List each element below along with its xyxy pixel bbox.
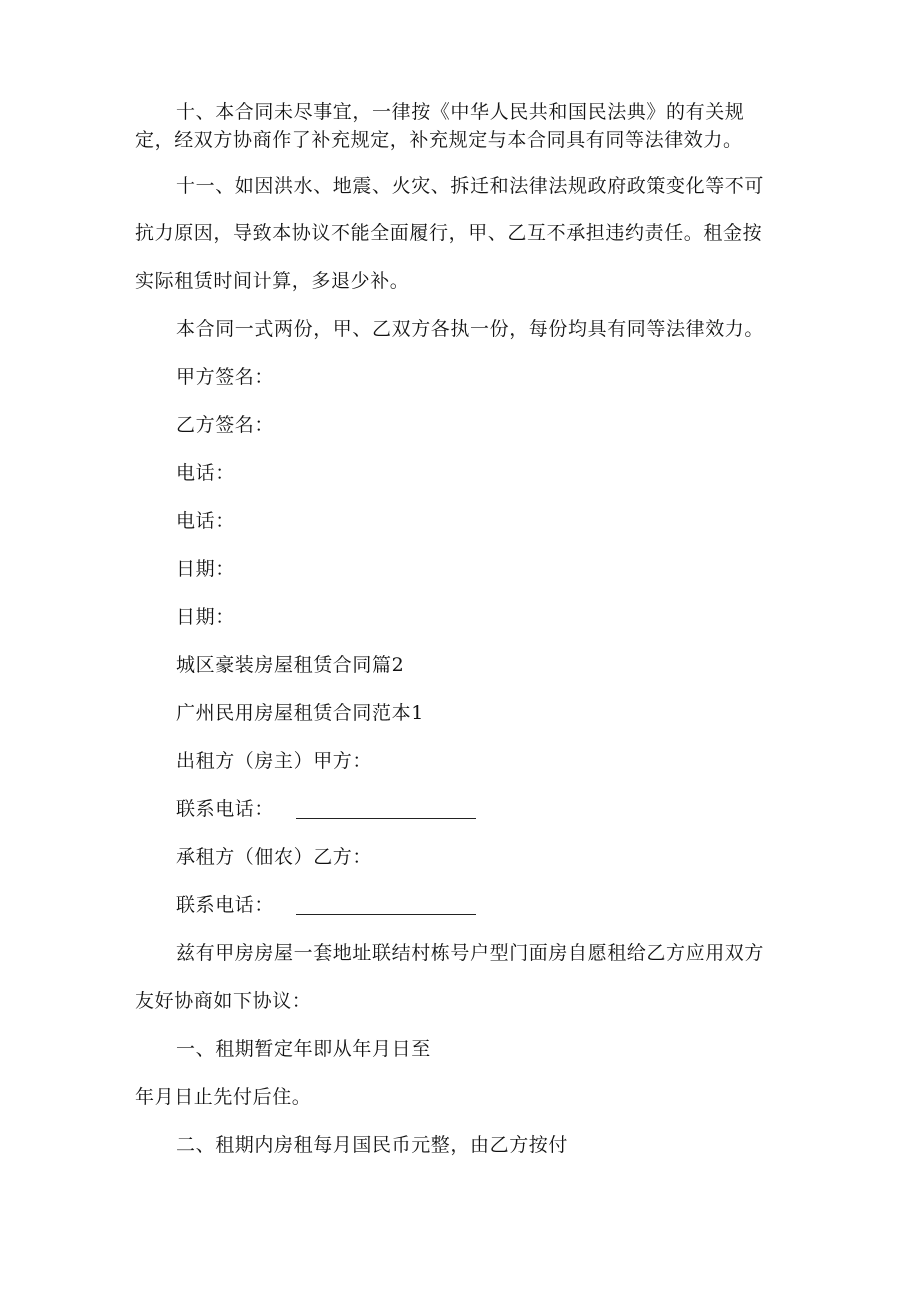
copies-statement: 本合同一式两份，甲、乙双方各执一份，每份均具有同等法律效力。 xyxy=(176,318,765,340)
lessor-phone-row xyxy=(176,797,476,821)
lessor-phone-blank-line xyxy=(296,800,476,819)
lessee-phone-blank-line xyxy=(296,896,476,915)
term-2-line-1: 二、租期内房租每月国民币元整，由乙方按付 xyxy=(176,1134,569,1156)
date-b-label: 日期： xyxy=(176,606,235,628)
clause-11-line-1: 十一、如因洪水、地震、火灾、拆迁和法律法规政府政策变化等不可 xyxy=(176,175,765,197)
lessee-phone-row xyxy=(176,893,476,917)
party-a-signature-label: 甲方签名： xyxy=(176,366,275,388)
term-1-line-1: 一、租期暂定年即从年月日至 xyxy=(176,1038,431,1060)
phone-a-label: 电话： xyxy=(176,462,235,484)
clause-11-line-2: 抗力原因，导致本协议不能全面履行，甲、乙互不承担违约责任。租金按 xyxy=(135,222,763,244)
intro-line-2: 友好协商如下协议： xyxy=(135,990,312,1012)
lessor-phone-label: 联系电话： xyxy=(176,798,275,820)
intro-line-1: 兹有甲房房屋一套地址联结村栋号户型门面房自愿租给乙方应用双方 xyxy=(176,942,765,964)
clause-11-line-3: 实际租赁时间计算，多退少补。 xyxy=(135,270,410,292)
term-1-line-2: 年月日止先付后住。 xyxy=(135,1086,312,1108)
phone-b-label: 电话： xyxy=(176,510,235,532)
section-title: 城区豪装房屋租赁合同篇2 xyxy=(176,654,405,676)
party-b-signature-label: 乙方签名： xyxy=(176,414,275,436)
clause-10-line-2: 定，经双方协商作了补充规定，补充规定与本合同具有同等法律效力。 xyxy=(135,129,743,151)
lessor-label: 出租方（房主）甲方： xyxy=(176,750,373,772)
lessee-phone-label: 联系电话： xyxy=(176,894,275,916)
contract-subtitle: 广州民用房屋租赁合同范本1 xyxy=(176,702,424,724)
lessee-label: 承租方（佃农）乙方： xyxy=(176,846,373,868)
clause-10-line-1: 十、本合同未尽事宜，一律按《中华人民共和国民法典》的有关规 xyxy=(176,101,745,123)
date-a-label: 日期： xyxy=(176,558,235,580)
